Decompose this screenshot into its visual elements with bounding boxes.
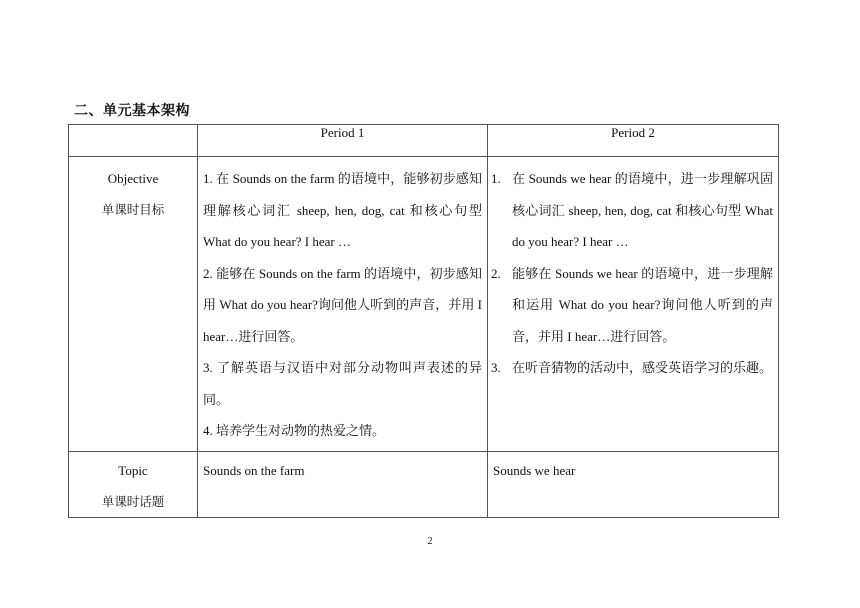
objective-period-1-cell [198,157,488,452]
objective-p2-item [491,163,773,258]
header-period-2: Period 2 [488,125,779,157]
objective-p2-text: 能够在 Sounds we hear 的语境中，进一步理解和运用 What do you hear?询问他人听到的声音，并用 I hear…进行回答。 [512,265,773,344]
objective-p2-item [491,352,773,384]
list-number: 1. [491,171,501,186]
objective-row [69,157,779,452]
header-empty-cell [69,125,198,157]
topic-period-1-cell [198,451,488,517]
objective-p1-item: 3. 了解英语与汉语中对部分动物叫声表述的异同。 [203,360,482,407]
objective-label-en: Objective [107,171,159,186]
page-number: 2 [427,536,433,547]
topic-period-2: Sounds we hear [493,462,576,478]
objective-label-cell [69,157,198,452]
objective-p2-text: 在听音猜物的活动中，感受英语学习的乐趣。 [512,360,773,375]
objective-period-2-cell [488,157,779,452]
unit-framework-table [68,124,779,518]
header-period-1: Period 1 [198,125,488,157]
topic-period-2-cell [488,451,779,517]
objective-label-zh: 单课时目标 [101,202,165,217]
topic-period-1: Sounds on the farm [203,462,305,478]
objective-p1-item: 1. 在 Sounds on the farm 的语境中，能够初步感知理解核心词汇 sheep, hen, dog, cat 和核心句型 What do you hear? I hear … [203,171,482,249]
list-number: 3. [491,360,501,375]
topic-label-en: Topic [118,462,148,478]
objective-p1-item: 2. 能够在 Sounds on the farm 的语境中，初步感知用 What do you hear?询问他人听到的声音，并用 I hear…进行回答。 [203,265,482,344]
topic-row [69,451,779,517]
table-header-row [69,125,779,157]
list-number: 2. [491,265,501,281]
topic-label-zh: 单课时话题 [101,493,165,509]
objective-p2-item [491,258,773,353]
section-heading: 二、单元基本架构 [74,103,190,119]
objective-p1-item: 4. 培养学生对动物的热爱之情。 [203,423,386,438]
topic-label-cell [69,451,198,517]
objective-p2-text: 在 Sounds we hear 的语境中，进一步理解巩固核心词汇 sheep, hen, dog, cat 和核心句型 What do you hear? I hear … [512,171,773,249]
